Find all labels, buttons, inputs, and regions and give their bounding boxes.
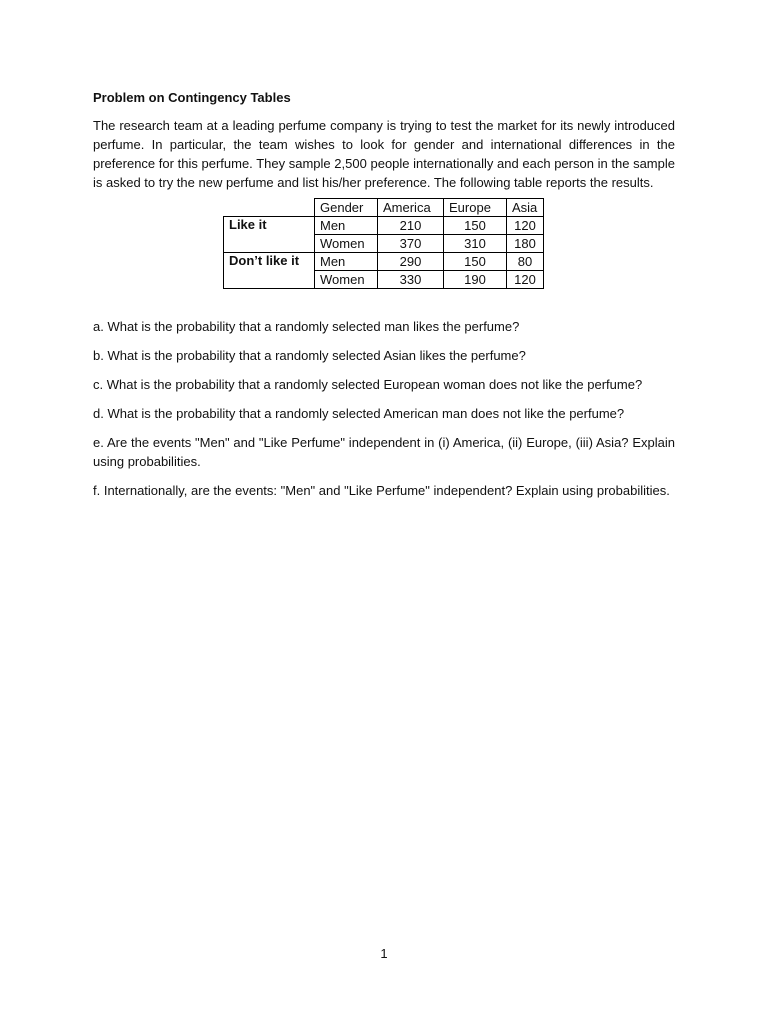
page-number: 1 [380, 946, 388, 961]
cell-america: 210 [378, 217, 444, 235]
row-group-label-spacer [224, 235, 315, 253]
question-c: c. What is the probability that a randomly selected European woman does not like the perfume? [93, 377, 643, 392]
cell-america: 330 [378, 271, 444, 289]
cell-europe: 190 [444, 271, 507, 289]
row-group-label-spacer [224, 271, 315, 289]
contingency-table [223, 198, 544, 289]
question-b: b. What is the probability that a randomly selected Asian likes the perfume? [93, 348, 526, 363]
cell-gender: Women [315, 271, 378, 289]
cell-asia: 180 [507, 235, 544, 253]
cell-gender: Men [315, 217, 378, 235]
header-asia: Asia [507, 199, 544, 217]
intro-paragraph: The research team at a leading perfume company is trying to test the market for its newly introduced perfume. In particular, the team wishes to look for gender and international differences in the preference for this perfume. They sample 2,500 people internationally and each person in the sample is asked to try the new perfume and list his/her preference. The following table reports the results. [93, 118, 675, 190]
cell-europe: 150 [444, 253, 507, 271]
questions-list [93, 317, 675, 500]
contingency-table-wrapper [223, 198, 675, 289]
table-row [224, 271, 544, 289]
cell-asia: 80 [507, 253, 544, 271]
document-page [93, 88, 675, 510]
cell-america: 370 [378, 235, 444, 253]
header-europe: Europe [444, 199, 507, 217]
header-gender: Gender [315, 199, 378, 217]
row-group-label-dislike: Don’t like it [224, 253, 315, 271]
row-group-label-like: Like it [224, 217, 315, 235]
document-title: Problem on Contingency Tables [93, 90, 291, 105]
table-header-row [224, 199, 544, 217]
table-corner-cell [224, 199, 315, 217]
table-row [224, 235, 544, 253]
question-a: a. What is the probability that a randomly selected man likes the perfume? [93, 319, 520, 334]
table-row [224, 253, 544, 271]
cell-asia: 120 [507, 217, 544, 235]
question-f: f. Internationally, are the events: "Men" and "Like Perfume" independent? Explain using probabilities. [93, 483, 670, 498]
cell-asia: 120 [507, 271, 544, 289]
cell-europe: 310 [444, 235, 507, 253]
cell-america: 290 [378, 253, 444, 271]
question-e: e. Are the events "Men" and "Like Perfume" independent in (i) America, (ii) Europe, (iii) Asia? Explain using probabilities. [93, 435, 675, 469]
cell-europe: 150 [444, 217, 507, 235]
cell-gender: Women [315, 235, 378, 253]
table-row [224, 217, 544, 235]
question-d: d. What is the probability that a randomly selected American man does not like the perfume? [93, 406, 625, 421]
header-america: America [378, 199, 444, 217]
cell-gender: Men [315, 253, 378, 271]
